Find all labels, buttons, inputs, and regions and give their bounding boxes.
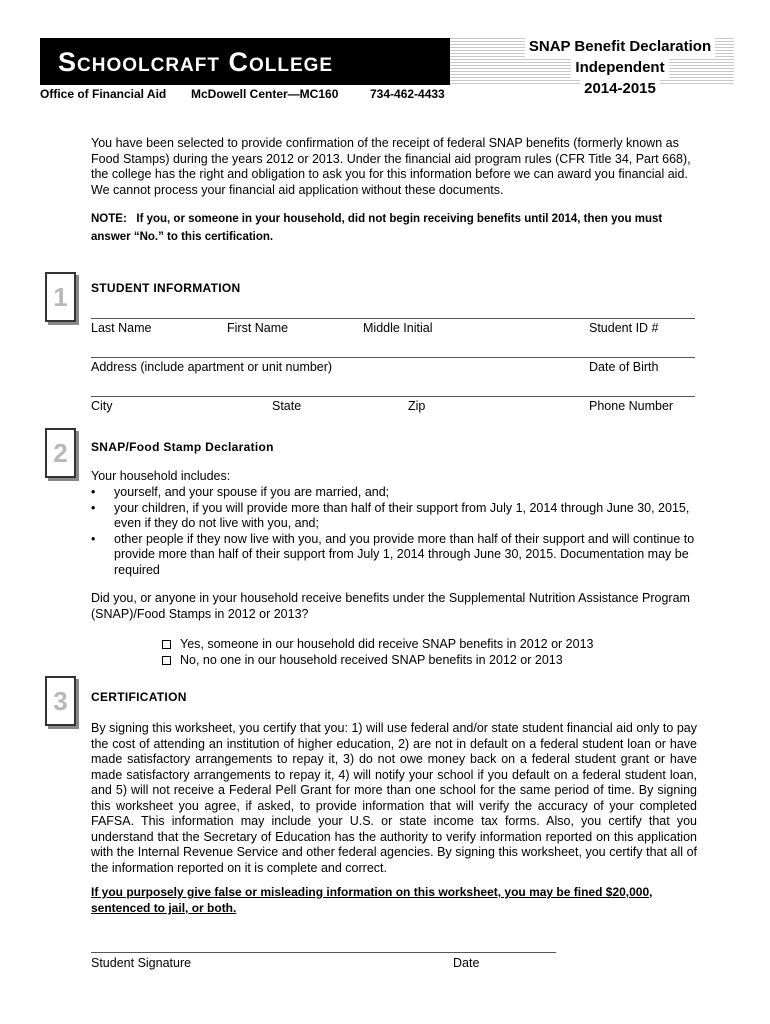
student-id-label: Student ID #	[589, 321, 659, 335]
intro-paragraph: You have been selected to provide confirmation of the receipt of federal SNAP benefits (formerly known as Food Stamps) during the years 2012 or 2013. Under the financial aid program rules (CFR Title 34, Part 668), the college has the right and obligation to ask you for this information before we can award you financial aid. We cannot process your financial aid application without these documents.	[91, 136, 691, 197]
office-phone: 734-462-4433	[370, 87, 445, 101]
zip-label: Zip	[408, 399, 426, 413]
city-label: City	[91, 399, 113, 413]
household-list	[91, 485, 697, 578]
section-1-heading: STUDENT INFORMATION	[91, 281, 241, 295]
yes-checkbox[interactable]	[162, 640, 171, 649]
note-text: If you, or someone in your household, did not begin receiving benefits until 2014, then you must answer “No.” to this certification.	[91, 213, 663, 243]
certification-text: By signing this worksheet, you certify that you: 1) will use federal and/or state student financial aid only to pay the cost of attending an institution of higher education, 2) are not in default on a federal student loan or have made satisfactory arrangements to repay it, 3) do not owe money back on a federal student grant or have made satisfactory arrangements to repay it, 4) will notify your school if you default on a federal student loan, and 5) will not receive a Federal Pell Grant for more than one school for the same period of time. By signing this worksheet you agree, if asked, to provide information that will verify the accuracy of your completed FAFSA. This information may include your U.S. or state income tax forms. Also, you certify that you understand that the Secretary of Education has the authority to verify information reported on this application with the Internal Revenue Service and other federal agencies. By signing this worksheet, you certify that all of the information reported on it is complete and correct.	[91, 721, 697, 875]
section-3-number: 3	[53, 686, 68, 716]
date-label: Date	[453, 956, 480, 970]
section-1-number-box	[45, 272, 76, 322]
college-logo-banner	[40, 38, 450, 85]
option-yes-label: Yes, someone in our household did receive SNAP benefits in 2012 or 2013	[180, 637, 594, 651]
form-year: 2014-2015	[580, 78, 660, 99]
office-info	[40, 87, 450, 103]
signature-label: Student Signature	[91, 956, 192, 970]
address-line[interactable]	[91, 357, 695, 358]
phone-number-label: Phone Number	[589, 399, 674, 413]
penalty-warning: If you purposely give false or misleading information on this worksheet, you may be fined $20,000, sentenced to jail, or both.	[91, 885, 653, 915]
state-label: State	[272, 399, 302, 413]
first-name-label: First Name	[227, 321, 289, 335]
city-line[interactable]	[91, 396, 695, 397]
college-name: Schoolcraft College	[58, 47, 334, 77]
middle-initial-label: Middle Initial	[363, 321, 433, 335]
option-no[interactable]	[162, 652, 563, 668]
form-title: SNAP Benefit Declaration	[525, 36, 715, 57]
section-2-number: 2	[53, 438, 68, 468]
signature-line[interactable]	[91, 952, 556, 953]
section-3-number-box	[45, 676, 76, 726]
list-item: • other people if they now live with you, and you provide more than half of their support and will continue to provide more than half of their support from July 1, 2014 through June 30, 2015. Documentation may be required	[91, 532, 697, 579]
office-location: McDowell Center—MC160	[191, 87, 339, 101]
office-name: Office of Financial Aid	[40, 87, 167, 101]
note-paragraph	[91, 210, 697, 246]
last-name-label: Last Name	[91, 321, 152, 335]
no-checkbox[interactable]	[162, 656, 171, 665]
form-title-block	[470, 36, 770, 99]
section-2-number-box	[45, 428, 76, 478]
snap-question: Did you, or anyone in your household receive benefits under the Supplemental Nutrition Assistance Program (SNAP)/Food Stamps in 2012 or 2013?	[91, 591, 690, 621]
section-1-number: 1	[53, 282, 68, 312]
section-2-heading: SNAP/Food Stamp Declaration	[91, 440, 274, 454]
option-no-label: No, no one in our household received SNAP benefits in 2012 or 2013	[180, 653, 563, 667]
list-item: • yourself, and your spouse if you are married, and;	[91, 485, 697, 501]
note-label: NOTE:	[91, 213, 127, 225]
list-item: • your children, if you will provide more than half of their support from July 1, 2014 through June 30, 2015, even if they do not live with you, and;	[91, 501, 697, 532]
dob-label: Date of Birth	[589, 360, 659, 374]
option-yes[interactable]	[162, 636, 593, 652]
section-3-heading: CERTIFICATION	[91, 690, 187, 704]
form-subtitle: Independent	[571, 57, 668, 78]
household-intro: Your household includes:	[91, 469, 231, 483]
name-line[interactable]	[91, 318, 695, 319]
address-label: Address (include apartment or unit number)	[91, 360, 333, 374]
